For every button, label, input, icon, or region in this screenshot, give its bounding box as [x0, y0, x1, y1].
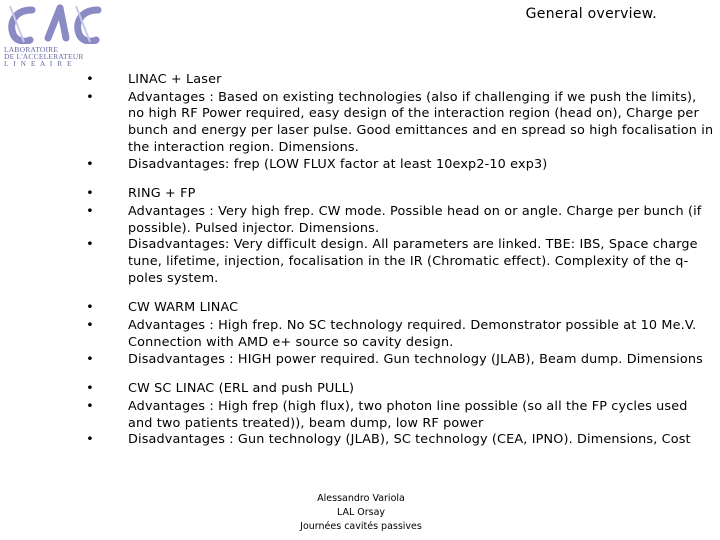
- logo-line-2: DE L'ACCELERATEUR: [4, 52, 84, 61]
- group-cw-sc-linac: [84, 381, 714, 449]
- lal-logo-icon: [2, 2, 102, 44]
- group-cw-warm-linac: [84, 300, 714, 368]
- list-item: [84, 381, 714, 398]
- group-heading: RING + FP: [128, 186, 196, 202]
- bullet: •: [86, 351, 94, 367]
- logo-line-1: LABORATOIRE: [4, 45, 59, 54]
- bullet: •: [86, 89, 94, 105]
- disadvantages-text: Disadvantages: Very difficult design. All parameters are linked. TBE: IBS, Space charge tune, lifetime, injection, focalisation in the IR (Chromatic effect). Complexity of the q-poles system.: [128, 237, 698, 286]
- advantages-text: Advantages : High frep. No SC technology required. Demonstrator possible at 10 Me.V. Connection with AMD e+ source so cavity design.: [128, 318, 697, 350]
- list-item: [84, 204, 714, 237]
- bullet: •: [86, 72, 94, 87]
- list-item: [84, 72, 714, 89]
- bullet: •: [86, 300, 94, 316]
- lal-logo: [2, 2, 102, 68]
- overview-list: [84, 72, 714, 462]
- bullet: •: [86, 432, 94, 448]
- group-heading: LINAC + Laser: [128, 72, 222, 87]
- bullet: •: [86, 318, 94, 334]
- list-item: [84, 186, 714, 203]
- group-ring-fp: [84, 186, 714, 287]
- page-title: General overview.: [525, 6, 657, 22]
- list-item: [84, 90, 714, 157]
- bullet: •: [86, 156, 94, 172]
- list-item: [84, 318, 714, 351]
- footer: [296, 492, 426, 534]
- advantages-text: Advantages : Based on existing technologies (also if challenging if we push the limits), no high RF Power required, easy design of the interaction region (head on), Charge per bunch and energy per laser pulse. Good emittances and en spread so high focalisation in the interaction region. Dimensions.: [128, 89, 714, 155]
- disadvantages-text: Disadvantages : Gun technology (JLAB), SC technology (CEA, IPNO). Dimensions, Cost: [128, 432, 691, 448]
- list-item: [84, 300, 714, 317]
- bullet: •: [86, 237, 94, 253]
- list-item: [84, 237, 714, 287]
- list-item: [84, 157, 714, 174]
- bullet: •: [86, 203, 94, 219]
- list-item: [84, 399, 714, 432]
- list-item: [84, 352, 714, 369]
- disadvantages-text: Disadvantages: frep (LOW FLUX factor at least 10exp2-10 exp3): [128, 156, 548, 172]
- list-item: [84, 432, 714, 449]
- footer-author: Alessandro Variola: [317, 493, 405, 504]
- group-heading: CW WARM LINAC: [128, 300, 239, 316]
- bullet: •: [86, 398, 94, 414]
- footer-event: Journées cavités passives: [300, 521, 422, 532]
- advantages-text: Advantages : High frep (high flux), two photon line possible (so all the FP cycles used and two patients treated)), beam dump, low RF power: [128, 398, 688, 431]
- disadvantages-text: Disadvantages : HIGH power required. Gun technology (JLAB), Beam dump. Dimensions: [128, 351, 703, 367]
- group-linac-laser: [84, 72, 714, 173]
- footer-lab: LAL Orsay: [336, 507, 386, 518]
- bullet: •: [86, 186, 94, 202]
- group-heading: CW SC LINAC (ERL and push PULL): [128, 381, 355, 397]
- advantages-text: Advantages : Very high frep. CW mode. Possible head on or angle. Charge per bunch (if possible). Pulsed injector. Dimensions.: [128, 203, 702, 236]
- logo-line-3: L I N E A I R E: [4, 59, 74, 68]
- bullet: •: [86, 381, 94, 397]
